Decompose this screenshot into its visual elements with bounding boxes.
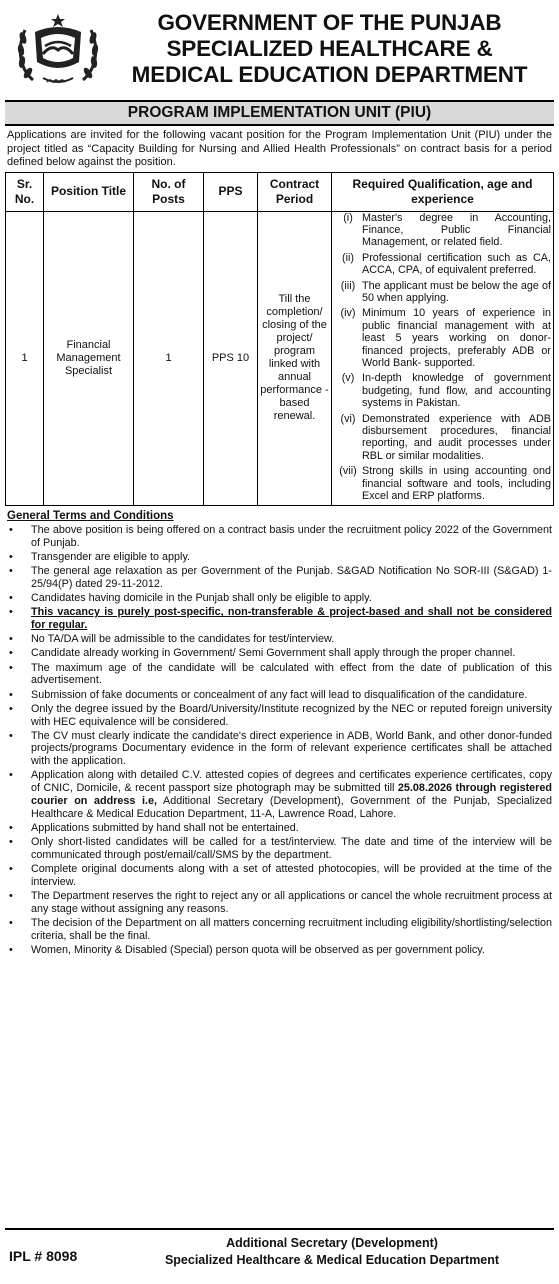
- qualification-item: [334, 212, 551, 249]
- bullet-icon: •: [9, 917, 13, 930]
- list-item: [5, 592, 554, 605]
- list-item: [5, 863, 554, 889]
- cell-pps: PPS 10: [204, 211, 258, 506]
- list-item: [5, 551, 554, 564]
- term-text: Only short-listed candidates will be called for a test/interview. The date and time of the interview will be communicated through post/email/call/SMS by the department.: [31, 836, 552, 862]
- bullet-icon: •: [9, 661, 13, 674]
- signature-block: [110, 1235, 554, 1269]
- term-text: Women, Minority & Disabled (Special) person quota will be observed as per government policy.: [31, 944, 485, 957]
- list-item: [5, 769, 554, 820]
- term-text: The CV must clearly indicate the candidate's direct experience in ADB, World Bank, and other donor-funded projects/programs Documentary evidence in the form of relevant experience certificates shall be attached with the application.: [31, 729, 552, 768]
- title-line-1: GOVERNMENT OF THE PUNJAB: [157, 10, 502, 35]
- qualification-num: (iii): [340, 279, 356, 292]
- qualification-item: [334, 280, 551, 305]
- qualification-item: [334, 252, 551, 277]
- qualification-text: Master's degree in Accounting, Finance, Public Financial Management, or related field.: [362, 211, 551, 249]
- signatory-title: Additional Secretary (Development): [226, 1236, 438, 1250]
- terms-list: [5, 524, 554, 957]
- advertisement-page: [5, 4, 554, 1276]
- signatory-department: Specialized Healthcare & Medical Education Department: [164, 1253, 500, 1267]
- term-text: The Department reserves the right to reject any or all applications or cancel the whole recruitment process at any stage without assigning any reasons.: [31, 890, 552, 915]
- application-text-2: Additional Secretary (Development), Government of the Punjab, Specialized Healthcare & Medical Education Department, 11-A, Lawrence Road, Lahore.: [31, 795, 552, 820]
- qualification-item: [334, 465, 551, 502]
- header: [5, 4, 554, 96]
- qualification-text: Strong skills in using accounting ond financial software and tools, including Excel and ERP platforms.: [362, 465, 551, 503]
- application-text-1: Application along with detailed C.V. attested copies of degrees and certificates experience certificates, copy of CNIC, Domicile, & recent passport size photograph may be submitted till: [31, 769, 552, 795]
- department-title: [105, 10, 554, 88]
- bullet-icon: •: [9, 944, 13, 957]
- bullet-icon: •: [9, 550, 13, 563]
- term-text: Only the degree issued by the Board/University/Institute recognized by the NEC or reputed foreign university with HEC equivalence will be considered.: [31, 702, 552, 728]
- header-pps: PPS: [204, 172, 258, 211]
- cell-contract: Till the completion/ closing of the project/ program linked with annual performance -based renewal.: [258, 211, 332, 506]
- bullet-icon: •: [9, 729, 13, 742]
- qualification-text: Minimum 10 years of experience in public financial management with at least 5 years working on donor- financed projects, preferably ADB or World Bank- supported.: [362, 307, 551, 369]
- bullet-icon: •: [9, 863, 13, 876]
- term-text: The above position is being offered on a contract basis under the recruitment policy 2022 of the Government of Punjab.: [31, 523, 552, 549]
- application-term: [31, 769, 554, 820]
- unit-banner: PROGRAM IMPLEMENTATION UNIT (PIU): [5, 100, 554, 126]
- qualification-num: (vi): [340, 412, 356, 425]
- cell-posts: 1: [134, 211, 204, 506]
- list-item: [5, 633, 554, 646]
- bullet-icon: •: [9, 606, 13, 619]
- header-sr-no: Sr. No.: [6, 172, 44, 211]
- cell-sr: 1: [6, 211, 44, 506]
- bullet-icon: •: [9, 523, 13, 536]
- qualification-num: (v): [341, 372, 355, 385]
- list-item: [5, 689, 554, 702]
- list-item: [5, 917, 554, 943]
- term-text: The maximum age of the candidate will be calculated with effect from the date of publication of this advertisement.: [31, 661, 552, 687]
- bullet-icon: •: [9, 688, 13, 701]
- header-position-title: Position Title: [44, 172, 134, 211]
- header-no-of-posts: No. of Posts: [134, 172, 204, 211]
- application-deadline: 25.08.2026 through registered courier on address i.e,: [31, 782, 552, 808]
- qualification-item: [334, 372, 551, 409]
- punjab-emblem-icon: [13, 10, 103, 92]
- table-header-row: [6, 172, 554, 211]
- list-item: [5, 944, 554, 957]
- footer: [5, 1228, 554, 1276]
- bullet-icon: •: [9, 769, 13, 782]
- bullet-icon: •: [9, 890, 13, 903]
- qualification-num: (i): [343, 211, 353, 224]
- ipl-number: IPL # 8098: [9, 1248, 78, 1264]
- intro-paragraph: Applications are invited for the following vacant position for the Program Implementation Unit (PIU) under the project titled as “Capacity Building for Nursing and Allied Health Professionals” on contract basis for a period defined below against the position.: [7, 129, 552, 168]
- term-text: The decision of the Department on all matters concerning recruitment including eligibility/shortlisting/selection criteria, shall be the final.: [31, 917, 552, 942]
- bullet-icon: •: [9, 836, 13, 849]
- list-item: [5, 565, 554, 591]
- term-text: Submission of fake documents or concealment of any fact will lead to disqualification of the candidature.: [31, 688, 528, 701]
- cell-qualifications: [332, 211, 554, 506]
- positions-table: [5, 172, 554, 507]
- list-item: [5, 890, 554, 916]
- title-line-2: SPECIALIZED HEALTHCARE &: [166, 36, 493, 61]
- bullet-icon: •: [9, 822, 13, 835]
- list-item: [5, 524, 554, 550]
- list-item: [5, 647, 554, 660]
- qualification-text: In-depth knowledge of government budgeting, fund flow, and accounting systems in Pakistan.: [362, 372, 551, 410]
- list-item: [5, 730, 554, 768]
- term-text: Candidates having domicile in the Punjab shall only be eligible to apply.: [31, 591, 372, 604]
- title-line-3: MEDICAL EDUCATION DEPARTMENT: [131, 62, 528, 87]
- list-item: [5, 662, 554, 688]
- bullet-icon: •: [9, 591, 13, 604]
- term-text: Applications submitted by hand shall not be entertained.: [31, 822, 299, 835]
- term-text: Complete original documents along with a set of attested photocopies, will be provided at the time of the interview.: [31, 863, 552, 889]
- qualification-num: (vii): [339, 465, 357, 478]
- header-qualification: Required Qualification, age and experience: [332, 172, 554, 211]
- qualification-num: (iv): [340, 307, 356, 320]
- list-item: [5, 606, 554, 632]
- term-text: No TA/DA will be admissible to the candidates for test/interview.: [31, 633, 335, 646]
- cell-position: Financial Management Specialist: [44, 211, 134, 506]
- term-text: This vacancy is purely post-specific, non-transferable & project-based and shall not be considered for regular.: [31, 606, 552, 631]
- qualification-item: [334, 413, 551, 463]
- bullet-icon: •: [9, 647, 13, 660]
- header-contract-period: Contract Period: [258, 172, 332, 211]
- table-row: [6, 211, 554, 506]
- qualification-text: The applicant must be below the age of 50 when applying.: [362, 279, 551, 304]
- term-text: Candidate already working in Government/ Semi Government shall apply through the proper channel.: [31, 647, 516, 660]
- qualification-text: Professional certification such as CA, ACCA, CPA, of equivalent preferred.: [362, 251, 551, 277]
- list-item: [5, 703, 554, 729]
- qualification-item: [334, 307, 551, 369]
- list-item: [5, 836, 554, 862]
- bullet-icon: •: [9, 565, 13, 577]
- qualification-text: Demonstrated experience with ADB disbursement procedures, financial reporting, and audit processes under RBL or similar modalities.: [362, 412, 551, 462]
- term-text: The general age relaxation as per Government of the Punjab. S&GAD Notification No SOR-III (S&GAD) 1-25/94(P) dated 29-11-2012.: [31, 565, 552, 590]
- bullet-icon: •: [9, 702, 13, 715]
- term-text: Transgender are eligible to apply.: [31, 550, 191, 563]
- bullet-icon: •: [9, 633, 13, 646]
- list-item: [5, 822, 554, 835]
- terms-title: General Terms and Conditions: [7, 510, 174, 523]
- qualification-num: (ii): [342, 251, 354, 264]
